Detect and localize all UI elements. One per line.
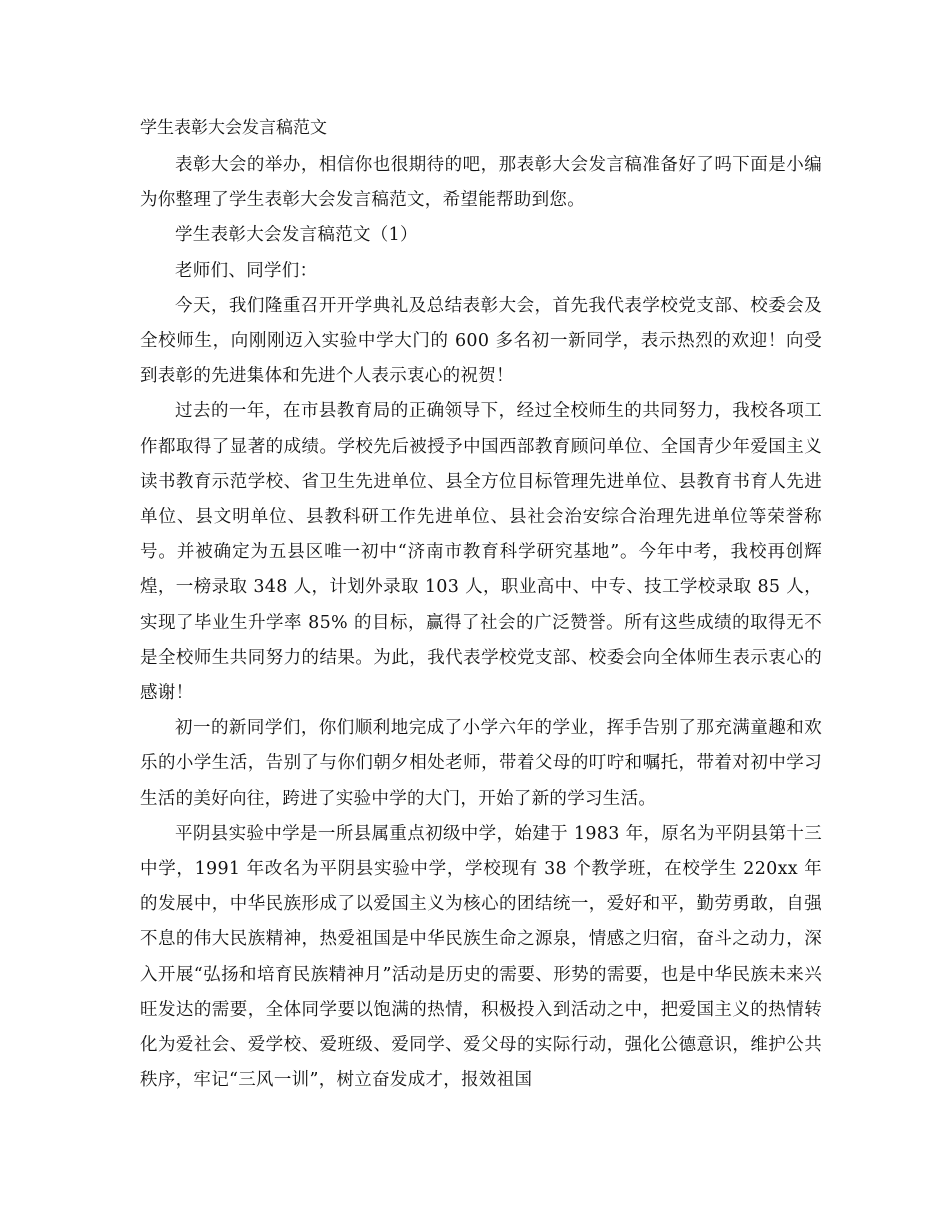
paragraph-salutation: 老师们、同学们： — [175, 260, 318, 281]
document-title: 学生表彰大会发言稿范文 — [140, 118, 327, 138]
paragraph-welcome: 今天，我们隆重召开开学典礼及总结表彰大会，首先我代表学校党支部、校委会及全校师生，向刚刚迈入实验中学大门的 600 多名初一新同学，表示热烈的欢迎！向受到表彰的先进集体和先进个人表示衷心的祝贺！ — [140, 295, 822, 387]
paragraph-new-students: 初一的新同学们，你们顺利地完成了小学六年的学业，挥手告别了那充满童趣和欢乐的小学生活，告别了与你们朝夕相处老师，带着父母的叮咛和嘱托，带着对初中学习生活的美好向往，跨进了实验中学的大门，开始了新的学习生活。 — [140, 718, 822, 809]
paragraph-intro: 表彰大会的举办，相信你也很期待的吧，那表彰大会发言稿准备好了吗下面是小编为你整理了学生表彰大会发言稿范文，希望能帮助到您。 — [140, 155, 822, 211]
paragraph-subtitle: 学生表彰大会发言稿范文（1） — [175, 225, 418, 246]
paragraph-achievements: 过去的一年，在市县教育局的正确领导下，经过全校师生的共同努力，我校各项工作都取得了显著的成绩。学校先后被授予中国西部教育顾问单位、全国青少年爱国主义读书教育示范学校、省卫生先进单位、县全方位目标管理先进单位、县教育书育人先进单位、县文明单位、县教科研工作先进单位、县社会治安综合治理先进单位等荣誉称号。并被确定为五县区唯一初中“济南市教育科学研究基地”。今年中考，我校再创辉煌，一榜录取 348 人，计划外录取 103 人，职业高中、中专、技工学校录取 85 人，实现了毕业生升学率 85% 的目标，赢得了社会的广泛赞誉。所有这些成绩的取得无不是全校师生共同努力的结果。为此，我代表学校党支部、校委会向全体师生表示衷心的感谢！ — [140, 401, 822, 704]
document-body — [140, 148, 822, 1098]
paragraph-school-intro: 平阴县实验中学是一所县属重点初级中学，始建于 1983 年，原名为平阴县第十三中学，1991 年改名为平阴县实验中学，学校现有 38 个教学班，在校学生 220xx 年的发展中，中华民族形成了以爱国主义为核心的团结统一，爱好和平，勤劳勇敢，自强不息的伟大民族精神，热爱祖国是中华民族生命之源泉，情感之归宿，奋斗之动力，深入开展“弘扬和培育民族精神月”活动是历史的需要、形势的需要，也是中华民族未来兴旺发达的需要，全体同学要以饱满的热情，积极投入到活动之中，把爱国主义的热情转化为爱社会、爱学校、爱班级、爱同学、爱父母的实际行动，强化公德意识，维护公共秩序，牢记“三风一训”，树立奋发成才，报效祖国 — [140, 823, 822, 1091]
